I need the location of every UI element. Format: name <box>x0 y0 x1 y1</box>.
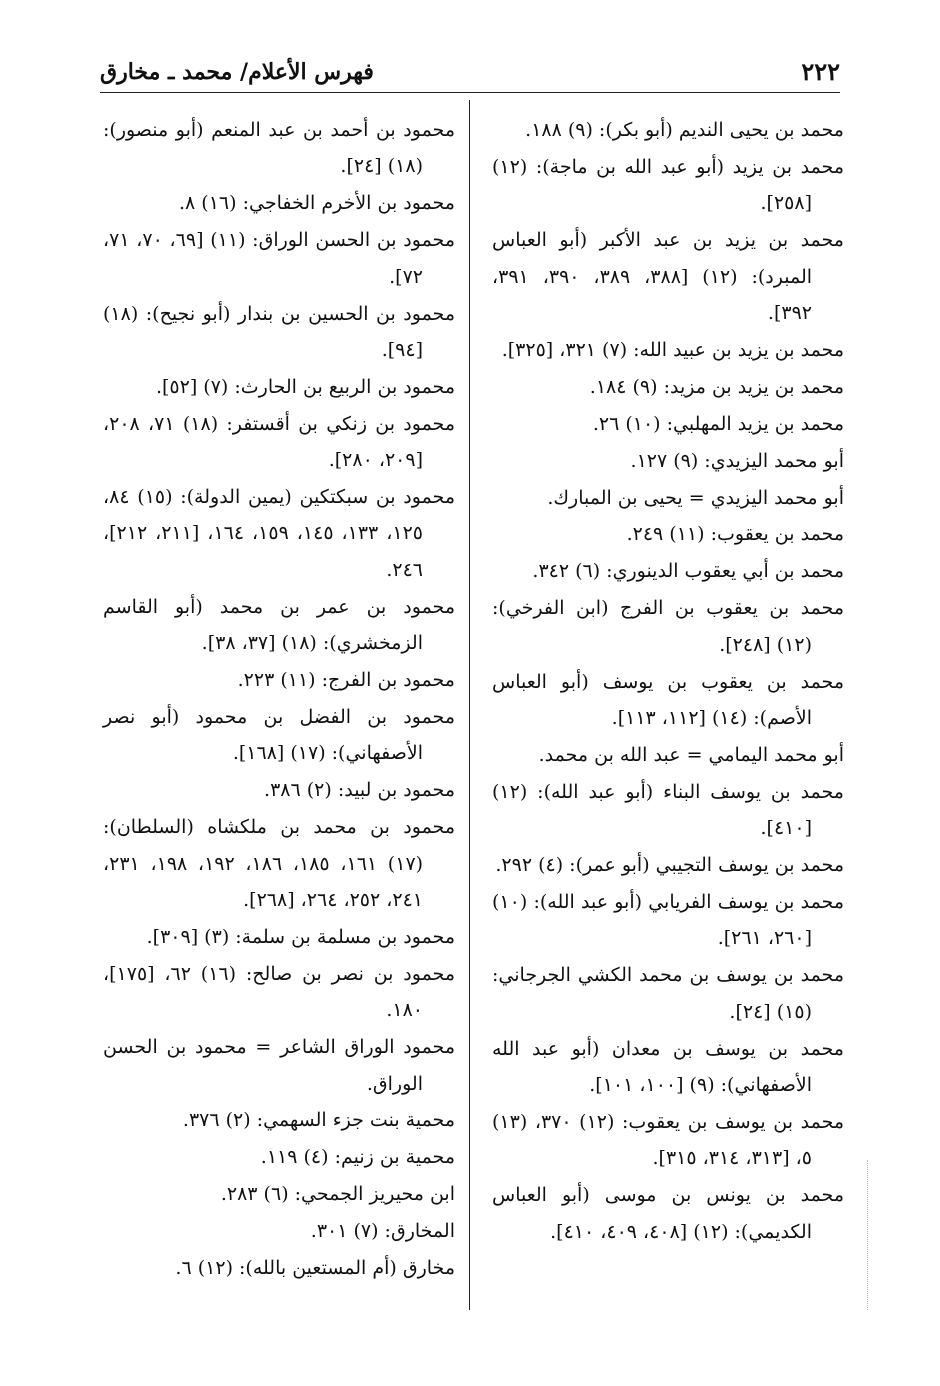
index-entry: ابن محيريز الجمحي: (٦) ٢٨٣. <box>220 1183 455 1206</box>
index-entry: محمد بن يزيد (أبو عبد الله بن ماجة): (١٢) [٢٥٨]. <box>492 155 844 215</box>
index-entry: محمود بن الحسين بن بندار (أبو نجيح): (١٨) [٩٤]. <box>103 302 455 361</box>
index-entry: محمود بن عمر بن محمد (أبو القاسم الزمخشري): (١٨) [٣٧، ٣٨]. <box>103 595 455 655</box>
index-entry: مخارق (أم المستعين بالله): (١٢) ٦. <box>175 1257 455 1280</box>
index-entry: محمود الوراق الشاعر = محمود بن الحسن الوراق. <box>103 1036 455 1095</box>
index-entry: محمد بن أبي يعقوب الدينوري: (٦) ٣٤٢. <box>532 560 844 583</box>
index-entry: محمود بن أحمد بن عبد المنعم (أبو منصور): (١٨) [٢٤]. <box>103 119 455 178</box>
index-entry: محمود بن زنكي بن أقستفر: (١٨) ٧١، ٢٠٨، [٢٠٩، ٢٨٠]. <box>103 412 456 472</box>
index-entry: محمود بن الحسن الوراق: (١١) [٦٩، ٧٠، ٧١، ٧٢]. <box>103 229 455 288</box>
index-entry: محمد بن يوسف بن يعقوب: (١٢) ٣٧٠، (١٣) ٥، [٣١٣، ٣١٤، ٣١٥]. <box>492 1110 845 1170</box>
margin-mark <box>853 1160 868 1310</box>
index-entry: محمود بن الربيع بن الحارث: (٧) [٥٢]. <box>155 375 455 398</box>
header-rule <box>100 92 840 93</box>
index-entry: محمد بن يوسف بن معدان (أبو عبد الله الأصفهاني): (٩) [١٠٠، ١٠١]. <box>492 1037 844 1097</box>
index-entry: محمد بن يعقوب بن يوسف (أبو العباس الأصم): (١٤) [١١٢، ١١٣]. <box>492 670 844 729</box>
page-header <box>100 52 840 92</box>
index-entry: محمية بنت جزء السهمي: (٢) ٣٧٦. <box>182 1109 455 1132</box>
page-number: ٢٢٢ <box>801 57 840 86</box>
index-entry: محمد بن يزيد المهلبي: (١٠) ٢٦. <box>592 412 844 435</box>
index-entry: محمد بن يوسف البناء (أبو عبد الله): (١٢) [٤١٠]. <box>492 780 844 840</box>
index-entry: أبو محمد اليزيدي = يحيى بن المبارك. <box>547 486 844 509</box>
index-entry: محمود بن نصر بن صالح: (١٦) ٦٢، [١٧٥]، ١٨٠. <box>103 962 455 1022</box>
right-column <box>492 112 844 1251</box>
column-divider <box>469 100 470 1310</box>
index-entry: محمود بن الأخرم الخفاجي: (١٦) ٨. <box>179 192 455 215</box>
index-entry: محمود بن مسلمة بن سلمة: (٣) [٣٠٩]. <box>146 925 455 948</box>
index-entry: محمود بن محمد بن ملكشاه (السلطان): (١٧) ١٦١، ١٨٥، ١٨٦، ١٩٢، ١٩٨، ٢٣١، ٢٤١، ٢٥٢، ٢٦٤، [٢٦٨]. <box>103 816 455 912</box>
running-title: فهرس الأعلام/ محمد ـ مخارق <box>100 59 374 85</box>
index-entry: محمد بن يزيد بن عبيد الله: (٧) ٣٢١، [٣٢٥]. <box>501 338 844 361</box>
index-entry: محمد بن يعقوب بن الفرج (ابن الفرخي): (١٢) [٢٤٨]. <box>492 597 844 656</box>
index-entry: محمود بن لبيد: (٢) ٣٨٦. <box>264 779 455 802</box>
index-entry: محمد بن يحيى النديم (أبو بكر): (٩) ١٨٨. <box>525 119 844 141</box>
index-entry: المخارق: (٧) ٣٠١. <box>310 1220 455 1243</box>
index-entry: محمد بن يزيد بن عبد الأكبر (أبو العباس المبرد): (١٢) [٣٨٨، ٣٨٩، ٣٩٠، ٣٩١، ٣٩٢]. <box>492 229 844 325</box>
index-entry: محمد بن يوسف التجيبي (أبو عمر): (٤) ٢٩٢. <box>495 854 844 877</box>
index-entry: محمود بن الفرج: (١١) ٢٢٣. <box>237 669 455 692</box>
index-entry: محمد بن يونس بن موسى (أبو العباس الكديمي): (١٢) [٤٠٨، ٤٠٩، ٤١٠]. <box>492 1184 844 1243</box>
index-entry: محمد بن يوسف الفريابي (أبو عبد الله): (١٠) [٢٦٠، ٢٦١]. <box>492 891 844 950</box>
index-entry: محمود بن الفضل بن محمود (أبو نصر الأصفهاني): (١٧) [١٦٨]. <box>103 706 455 765</box>
index-entry: محمد بن يوسف بن محمد الكشي الجرجاني: (١٥) [٢٤]. <box>492 964 844 1023</box>
index-entry: محمد بن يعقوب: (١١) ٢٤٩. <box>626 523 844 546</box>
index-entry: أبو محمد اليزيدي: (٩) ١٢٧. <box>630 449 844 472</box>
left-column <box>103 112 455 1287</box>
index-entry: أبو محمد اليمامي = عبد الله بن محمد. <box>538 743 844 766</box>
index-entry: محمود بن سبكتكين (يمين الدولة): (١٥) ٨٤، ١٢٥، ١٣٣، ١٤٥، ١٥٩، ١٦٤، [٢١١، ٢١٢]، ٢٤٦. <box>103 486 455 581</box>
index-entry: محمد بن يزيد بن مزيد: (٩) ١٨٤. <box>589 375 844 398</box>
index-entry: محمية بن زنيم: (٤) ١١٩. <box>260 1146 455 1169</box>
